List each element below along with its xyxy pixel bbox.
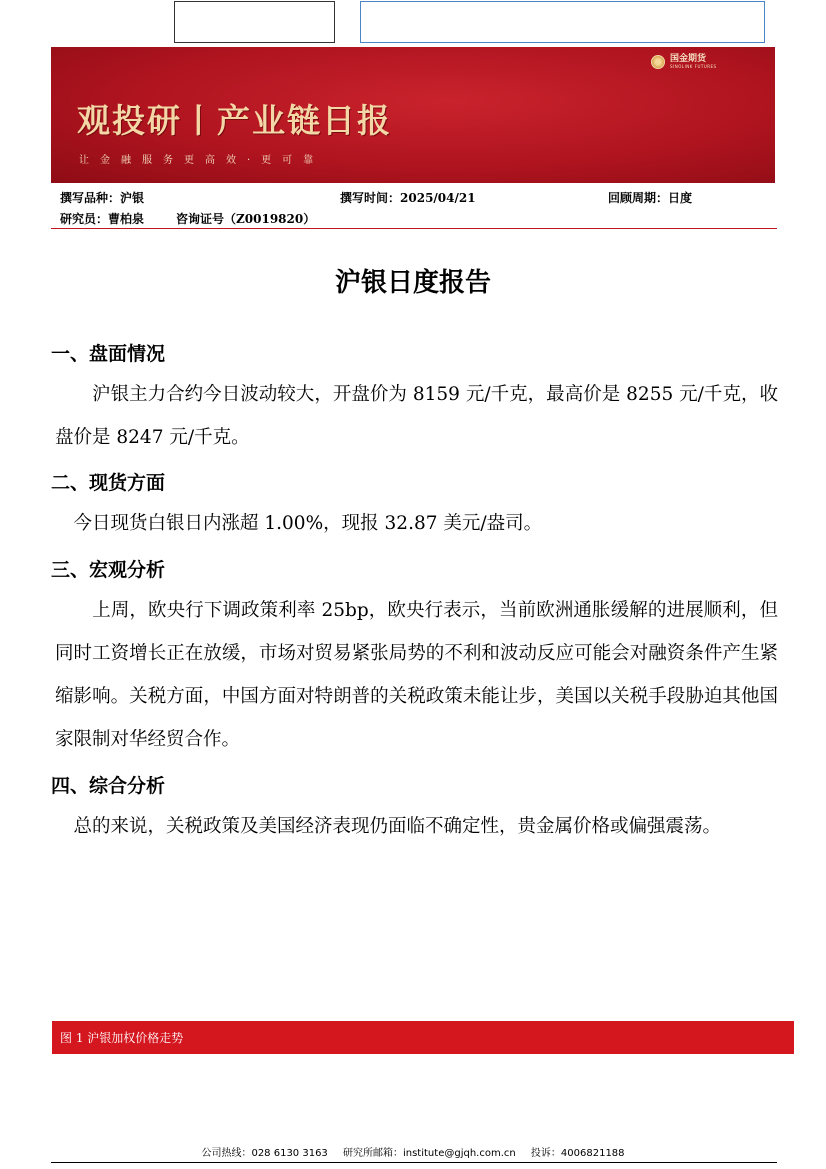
section-heading-spot: 二、现货方面	[51, 472, 166, 494]
section-body-macro: 上周，欧央行下调政策利率 25bp，欧央行表示，当前欧洲通胀缓解的进展顺利，但同时工资增长正在放缓，市场对贸易紧张局势的不利和波动反应可能会对融资条件产生紧缩影响。关税方面，中国方面对特朗普的关税政策未能让步，美国以关税手段胁迫其他国家限制对华经贸合作。	[55, 600, 778, 750]
meta-cert-value: （Z0019820）	[224, 212, 316, 226]
meta-variety-value: 沪银	[120, 191, 145, 205]
meta-variety-label: 撰写品种：	[60, 191, 121, 205]
logo-name-cn: 国金期货	[670, 54, 707, 64]
meta-researcher-value: 曹柏泉	[108, 212, 145, 226]
meta-researcher	[60, 210, 144, 227]
footer-email: 研究所邮箱：institute@gjqh.com.cn	[342, 1148, 516, 1159]
header-box-left	[174, 1, 335, 43]
report-banner	[51, 47, 775, 183]
footer-divider	[51, 1162, 777, 1163]
meta-cert-label: 咨询证号	[176, 212, 225, 226]
figure-caption: 图 1 沪银加权价格走势	[60, 1031, 184, 1045]
logo-coin-icon	[651, 55, 665, 69]
section-heading-market: 一、盘面情况	[51, 343, 166, 365]
section-heading-macro: 三、宏观分析	[51, 559, 166, 581]
meta-divider	[51, 228, 777, 229]
figure-caption-bar	[52, 1021, 794, 1054]
meta-time	[340, 189, 476, 206]
footer-complaint: 投诉：4006821188	[530, 1148, 625, 1159]
meta-period-label: 回顾周期：	[608, 191, 669, 205]
banner-slogan: 让金融服务更高效·更可靠	[79, 155, 325, 166]
meta-time-label: 撰写时间：	[340, 191, 401, 205]
header-box-right	[360, 1, 765, 43]
meta-variety	[60, 189, 144, 206]
company-logo	[651, 55, 717, 69]
meta-cert	[176, 210, 315, 227]
section-heading-summary: 四、综合分析	[51, 775, 166, 797]
page-footer	[0, 1144, 826, 1159]
banner-title: 观投研丨产业链日报	[77, 101, 392, 140]
logo-name-en: SINOLINK FUTURES	[670, 64, 717, 69]
section-body-spot: 今日现货白银日内涨超 1.00%，现报 32.87 美元/盎司。	[55, 513, 543, 534]
footer-hotline: 公司热线：028 6130 3163	[201, 1148, 328, 1159]
section-body-summary: 总的来说，关税政策及美国经济表现仍面临不确定性，贵金属价格或偏强震荡。	[55, 816, 722, 837]
section-body-market: 沪银主力合约今日波动较大，开盘价为 8159 元/千克，最高价是 8255 元/千克，收盘价是 8247 元/千克。	[55, 384, 778, 448]
meta-researcher-label: 研究员：	[60, 212, 109, 226]
meta-period-value: 日度	[668, 191, 693, 205]
document-title: 沪银日度报告	[334, 268, 491, 298]
meta-time-value: 2025/04/21	[400, 191, 476, 205]
meta-period	[608, 189, 692, 206]
